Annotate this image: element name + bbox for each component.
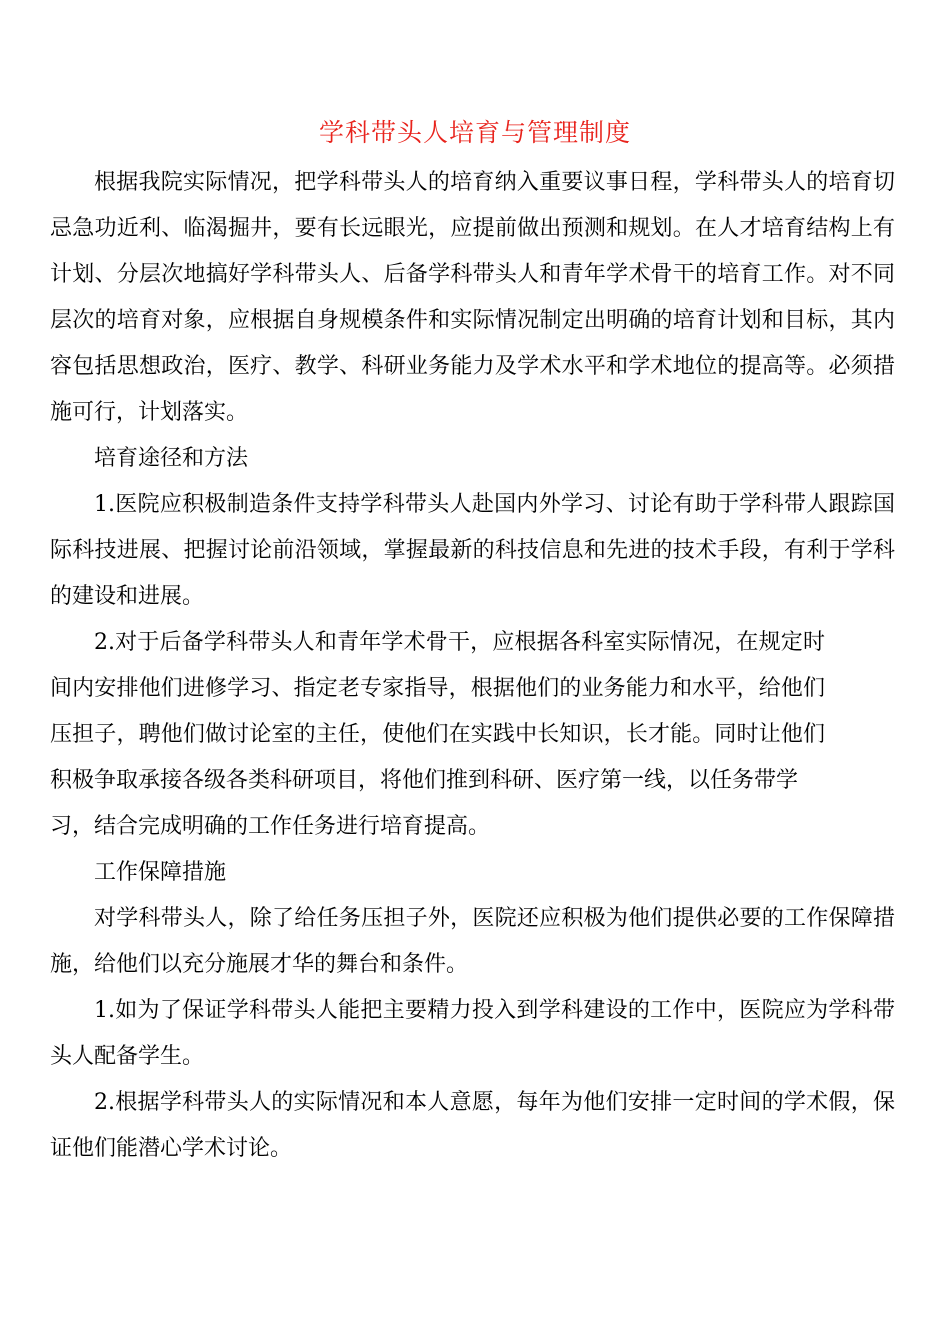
support-item-2: 2.根据学科带头人的实际情况和本人意愿，每年为他们安排一定时间的学术假，保证他们能潜心学术讨论。 [50, 1090, 895, 1161]
method-item-2-continuation: 习，结合完成明确的工作任务进行培育提高。 [50, 814, 491, 839]
section-heading-support-measures: 工作保障措施 [94, 860, 227, 885]
section-heading-training-methods: 培育途径和方法 [94, 446, 249, 471]
support-item-1: 1.如为了保证学科带头人能把主要精力投入到学科建设的工作中，医院应为学科带头人配备学生。 [50, 998, 895, 1069]
document-title: 学科带头人培育与管理制度 [318, 118, 631, 147]
method-item-1: 1.医院应积极制造条件支持学科带头人赴国内外学习、讨论有助于学科带人跟踪国际科技进展、把握讨论前沿领域，掌握最新的科技信息和先进的技术手段，有利于学科的建设和进展。 [50, 492, 895, 609]
method-item-2: 2.对于后备学科带头人和青年学术骨干，应根据各科室实际情况，在规定时间内安排他们进修学习、指定老专家指导，根据他们的业务能力和水平，给他们压担子，聘他们做讨论室的主任，使他们在实践中长知识，长才能。同时让他们积极争取承接各级各类科研项目，将他们推到科研、医疗第一线，以任务带学 [50, 630, 825, 793]
document-body [50, 160, 895, 1172]
intro-paragraph: 根据我院实际情况，把学科带头人的培育纳入重要议事日程，学科带头人的培育切忌急功近利、临渴掘井，要有长远眼光，应提前做出预测和规划。在人才培育结构上有计划、分层次地搞好学科带头人、后备学科带头人和青年学术骨干的培育工作。对不同层次的培育对象，应根据自身规模条件和实际情况制定出明确的培育计划和目标，其内容包括思想政治，医疗、教学、科研业务能力及学术水平和学术地位的提高等。必须措施可行，计划落实。 [50, 170, 895, 425]
support-intro-paragraph: 对学科带头人，除了给任务压担子外，医院还应积极为他们提供必要的工作保障措施，给他们以充分施展才华的舞台和条件。 [50, 906, 895, 977]
